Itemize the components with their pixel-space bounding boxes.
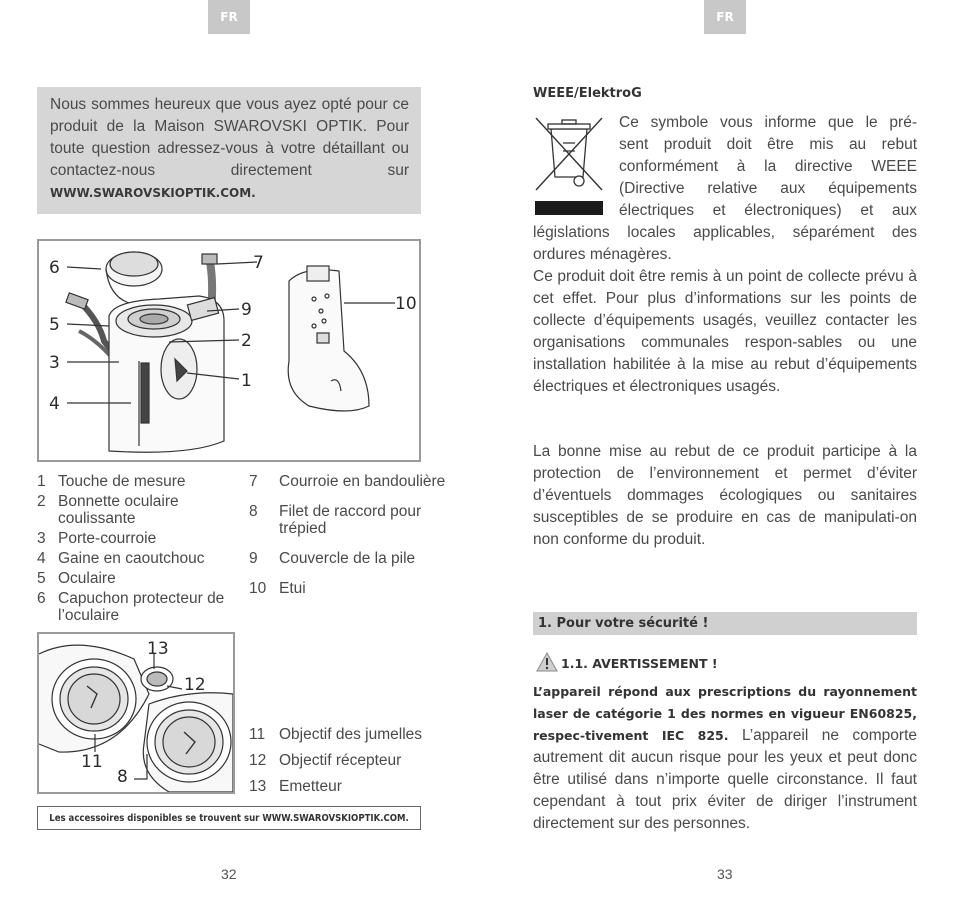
intro-box bbox=[37, 87, 421, 214]
intro-text: Nous sommes heureux que vous ayez opté pour ce produit de la Maison SWAROVSKI OPTIK. Pour toute question adressez-vous à votre détaillant ou contactez-nous directement sur bbox=[50, 96, 409, 179]
page-number-left: 32 bbox=[221, 866, 237, 882]
weee-heading: WEEE/ElektroG bbox=[533, 86, 642, 101]
weee-line: Ce symbole vous informe que le pré- bbox=[619, 114, 917, 131]
collection-paragraph: Ce produit doit être remis à un point de collecte prévu à cet effet. Pour plus d’informations sur les points de collecte d’équipements usagés, veuillez contacter les organisations communales respon-sables ou une installation habilitée à la mise au rebut d’équipements électriques et électroniques usagés. bbox=[533, 268, 917, 395]
legend-item bbox=[249, 473, 449, 490]
legend-item bbox=[249, 503, 449, 537]
legend-num: 2 bbox=[37, 493, 46, 510]
legend-text: Emetteur bbox=[279, 778, 342, 795]
callout-11: 11 bbox=[81, 752, 103, 772]
legend-right bbox=[249, 473, 449, 600]
weee-line: (Directive relative aux équipements bbox=[619, 180, 917, 197]
page-number-right: 33 bbox=[717, 866, 733, 882]
legend-text: Porte-courroie bbox=[58, 530, 157, 547]
language-tab-right: FR bbox=[704, 0, 746, 34]
legend-item bbox=[37, 550, 249, 567]
legend-num: 3 bbox=[37, 530, 46, 547]
callout-9: 9 bbox=[241, 300, 252, 320]
weee-line: conformément à la directive WEEE bbox=[619, 158, 917, 175]
legend-text: Filet de raccord pour trépied bbox=[279, 503, 422, 537]
callout-13: 13 bbox=[147, 639, 169, 659]
legend-text: Couvercle de la pile bbox=[279, 550, 416, 567]
weee-crossed-bin-icon bbox=[533, 115, 605, 217]
legend-item bbox=[37, 530, 249, 547]
legend-num: 11 bbox=[249, 726, 266, 743]
objective-lens-illustration bbox=[39, 634, 233, 792]
binocular-figure-top bbox=[37, 239, 421, 462]
legend-num: 8 bbox=[249, 503, 258, 520]
legend-num: 4 bbox=[37, 550, 46, 567]
legend-text: Capuchon protecteur de l’oculaire bbox=[58, 590, 225, 624]
binocular-figure-bottom bbox=[37, 632, 235, 794]
legend-bottom bbox=[249, 726, 449, 798]
callout-6: 6 bbox=[49, 258, 60, 278]
warning-text: L’appareil ne comporte autrement dit aucun risque pour les yeux et peut donc être utilisé dans n’importe quelle circonstance. Il faut cependant à tout prix éviter de diriger l’instrument directement sur des personnes. bbox=[533, 727, 917, 832]
weee-line: électriques et électroniques) et aux bbox=[619, 202, 917, 219]
legend-num: 12 bbox=[249, 752, 267, 769]
callout-2: 2 bbox=[241, 331, 252, 351]
warning-paragraph bbox=[533, 681, 917, 835]
legend-text: Bonnette oculaire coulissante bbox=[58, 493, 179, 527]
callout-7: 7 bbox=[253, 253, 264, 273]
legend-text: Oculaire bbox=[58, 570, 116, 587]
legend-left bbox=[37, 473, 249, 627]
language-tab-left: FR bbox=[208, 0, 250, 34]
warning-title: 1.1. AVERTISSEMENT ! bbox=[561, 656, 718, 671]
intro-url: WWW.SWAROVSKIOPTIK.COM. bbox=[50, 186, 256, 200]
legend-item bbox=[249, 580, 449, 597]
legend-item bbox=[249, 778, 449, 795]
legend-item bbox=[37, 493, 249, 527]
callout-4: 4 bbox=[49, 394, 60, 414]
legend-item bbox=[37, 473, 249, 490]
legend-item bbox=[37, 590, 249, 624]
disposal-paragraph: La bonne mise au rebut de ce produit participe à la protection de l’environnement et permet d’éviter d’éventuels dommages écologiques ou sanitaires susceptibles de se produire en cas de manipulati-on non conforme du produit. bbox=[533, 443, 917, 548]
legend-num: 1 bbox=[37, 473, 46, 490]
weee-line: sent produit doit être mis au rebut bbox=[619, 136, 917, 153]
warning-triangle-icon bbox=[536, 652, 558, 672]
callout-12: 12 bbox=[184, 675, 206, 695]
legend-text: Gaine en caoutchouc bbox=[58, 550, 205, 567]
legend-text: Objectif récepteur bbox=[279, 752, 402, 769]
callout-1: 1 bbox=[241, 371, 252, 391]
legend-num: 10 bbox=[249, 580, 267, 597]
legend-num: 7 bbox=[249, 473, 258, 490]
weee-text-continued: législations locales applicables, séparément des ordures ménagères. bbox=[533, 224, 917, 263]
legend-num: 13 bbox=[249, 778, 267, 795]
callout-10: 10 bbox=[395, 294, 417, 314]
legend-text: Etui bbox=[279, 580, 306, 597]
legend-text: Touche de mesure bbox=[58, 473, 186, 490]
section-title-safety: 1. Pour votre sécurité ! bbox=[533, 612, 917, 635]
legend-item bbox=[249, 752, 449, 769]
legend-item bbox=[37, 570, 249, 587]
legend-text: Objectif des jumelles bbox=[279, 726, 423, 743]
legend-num: 5 bbox=[37, 570, 46, 587]
callout-5: 5 bbox=[49, 315, 60, 335]
legend-num: 6 bbox=[37, 590, 46, 607]
weee-text-beside-icon bbox=[619, 112, 917, 222]
legend-item bbox=[249, 726, 449, 743]
binocular-illustration bbox=[39, 241, 419, 460]
callout-8: 8 bbox=[117, 767, 128, 787]
legend-num: 9 bbox=[249, 550, 258, 567]
legend-item bbox=[249, 550, 449, 567]
warning-bold-text: L’appareil répond aux prescriptions du rayonnement laser de catégorie 1 des normes en vigueur EN60825, respec-tivement IEC 825. bbox=[533, 684, 917, 743]
legend-text: Courroie en bandoulière bbox=[279, 473, 446, 490]
callout-3: 3 bbox=[49, 353, 60, 373]
accessories-note: Les accessoires disponibles se trouvent sur WWW.SWAROVSKIOPTIK.COM. bbox=[37, 806, 421, 830]
